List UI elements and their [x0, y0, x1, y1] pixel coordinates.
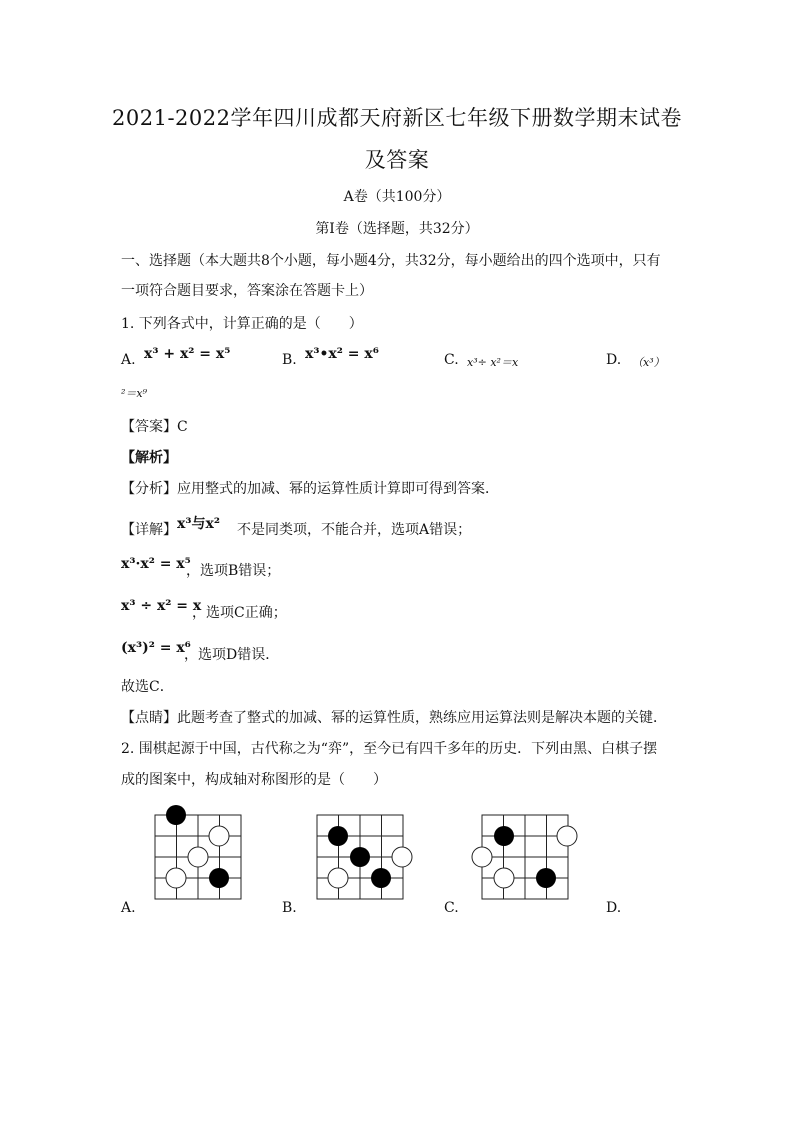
q2-option-a-label: A.: [121, 900, 136, 916]
black-stone: [166, 805, 186, 825]
q1-detail-text: 不是同类项，不能合并，选项A错误；: [237, 522, 472, 538]
q2-stem-line2: 成的图案中，构成轴对称图形的是（ ）: [121, 772, 387, 788]
q1-option-c: x³÷ x²＝x: [467, 356, 519, 369]
q1-detail-math: x³与x²: [177, 516, 220, 532]
page-title-line2: 及答案: [364, 148, 430, 172]
q1-line-c-text: ，选项C正确；: [192, 605, 287, 621]
q1-option-a: x³ + x² = x⁵: [144, 346, 231, 362]
q1-option-c-label: C.: [444, 352, 459, 368]
q1-comment: 【点睛】此题考查了整式的加减、幂的运算性质，熟练应用运算法则是解决本题的关键．: [121, 710, 667, 726]
q2-option-b-label: B.: [282, 900, 297, 916]
q2-option-d-label: D.: [606, 900, 622, 916]
page-title-line1: 2021-2022学年四川成都天府新区七年级下册数学期末试卷: [112, 106, 682, 130]
black-stone: [371, 868, 391, 888]
q1-line-b-text: ，选项B错误；: [186, 563, 281, 579]
white-stone: [209, 826, 229, 846]
q1-line-d-math: (x³)² = x⁶: [121, 640, 191, 656]
q1-line-b-math: x³·x² = x⁵: [121, 556, 191, 572]
q2-stem-line1: 2. 围棋起源于中国，古代称之为“弈”，至今已有四千多年的历史．下列由黑、白棋子摆: [121, 741, 658, 757]
black-stone: [209, 868, 229, 888]
q1-analysis-heading: 【解析】: [121, 450, 177, 466]
white-stone: [328, 868, 348, 888]
go-board-c: [470, 800, 585, 910]
white-stone: [188, 847, 208, 867]
q1-answer: 【答案】C: [121, 419, 188, 435]
white-stone: [472, 847, 492, 867]
volume-heading: 第I卷（选择题，共32分）: [315, 221, 479, 237]
black-stone: [494, 826, 514, 846]
q1-option-b: x³•x² = x⁶: [305, 346, 379, 362]
q1-choose: 故选C．: [121, 679, 174, 695]
q1-line-c-math: x³ ÷ x² = x: [121, 598, 202, 614]
q2-option-c-label: C.: [444, 900, 459, 916]
section-heading: A卷（共100分）: [343, 189, 451, 205]
q1-stem: 1. 下列各式中，计算正确的是（ ）: [121, 316, 363, 332]
go-board-b: [310, 800, 420, 910]
go-board-a: [150, 800, 250, 910]
q1-detail-heading: 【详解】: [121, 522, 177, 538]
q1-option-a-label: A.: [121, 352, 136, 368]
q1-option-d-continued: ²＝x⁹: [121, 387, 148, 400]
q1-analysis: 【分析】应用整式的加减、幂的运算性质计算即可得到答案．: [121, 481, 499, 497]
q1-option-d-label: D.: [606, 352, 622, 368]
white-stone: [557, 826, 577, 846]
white-stone: [494, 868, 514, 888]
instructions-line1: 一、选择题（本大题共8个小题，每小题4分，共32分，每小题给出的四个选项中，只有: [121, 253, 661, 269]
white-stone: [392, 847, 412, 867]
q1-option-b-label: B.: [282, 352, 297, 368]
instructions-line2: 一项符合题目要求，答案涂在答题卡上）: [121, 283, 373, 299]
q1-line-d-text: ，选项D错误．: [184, 647, 280, 663]
q1-option-d: （x³）: [632, 356, 665, 369]
black-stone: [328, 826, 348, 846]
black-stone: [350, 847, 370, 867]
white-stone: [166, 868, 186, 888]
black-stone: [536, 868, 556, 888]
